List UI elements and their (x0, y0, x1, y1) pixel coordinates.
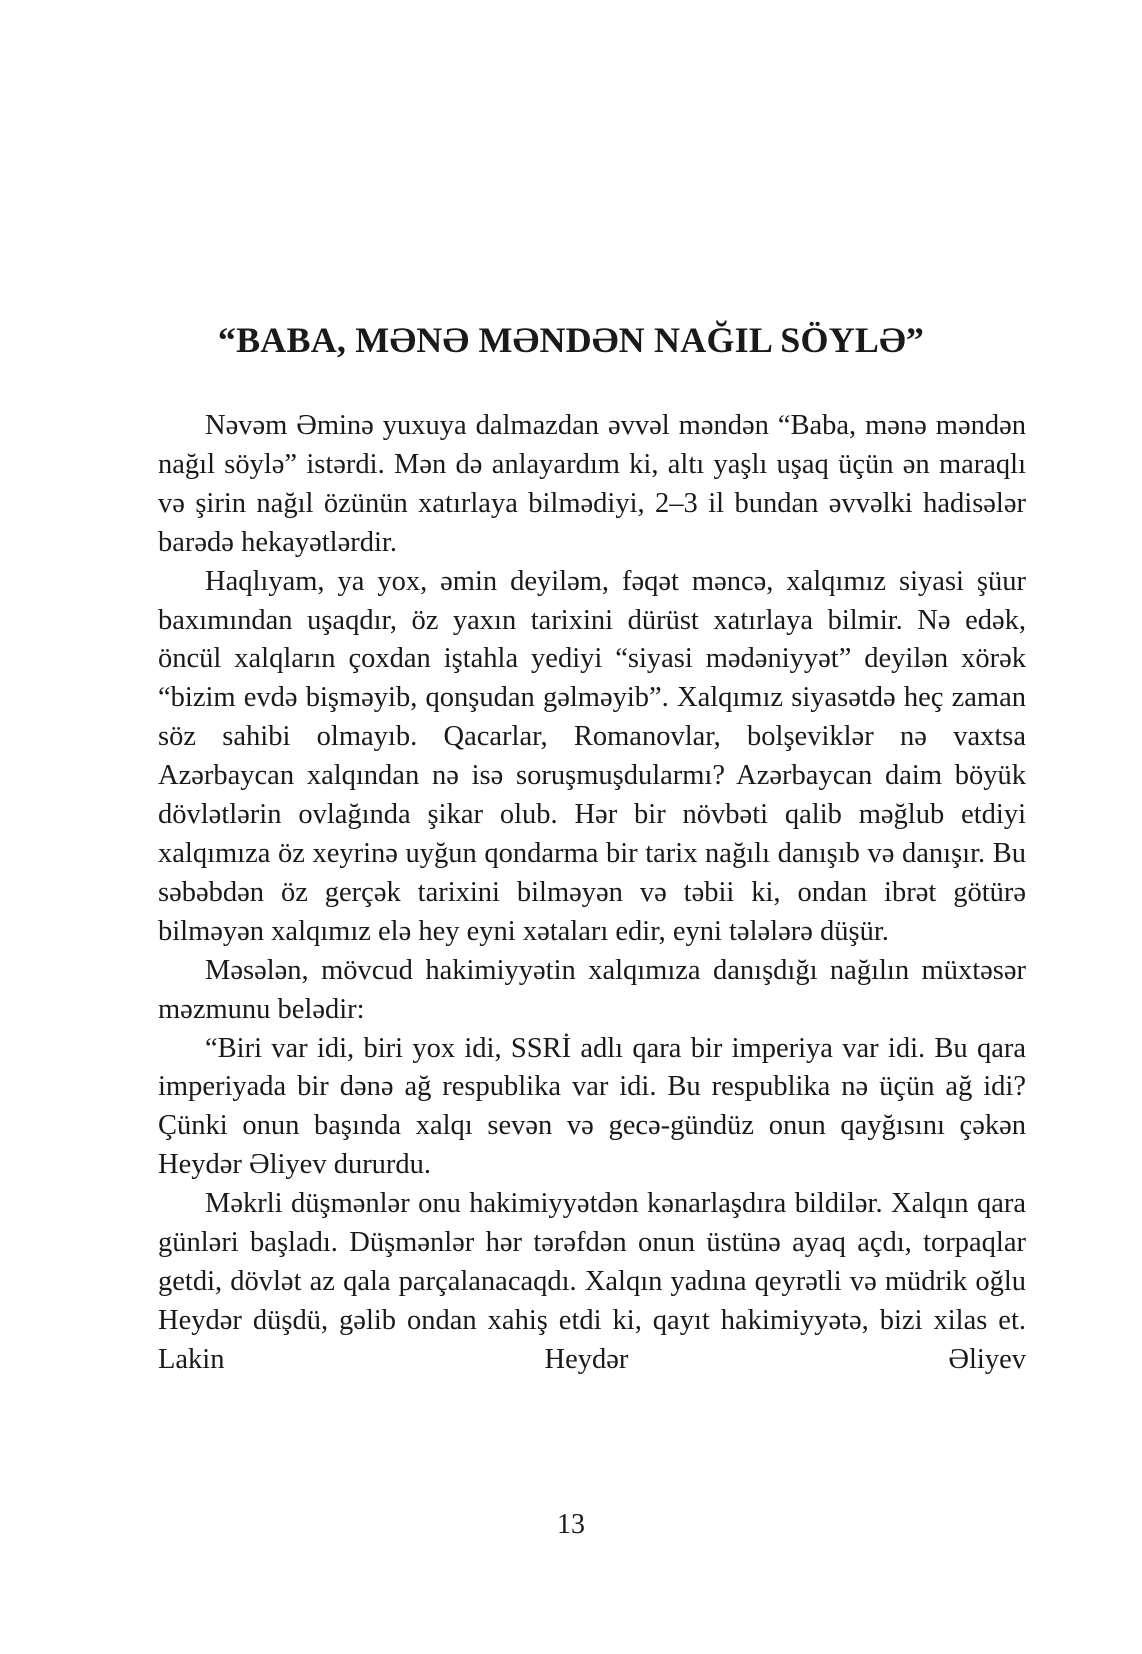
page-number: 13 (557, 1509, 585, 1540)
paragraph: Məsələn, mövcud hakimiyyətin xalqımıza danışdığı nağılın müxtəsər məzmunu belədir: (158, 954, 1026, 1025)
paragraph: “Biri var idi, biri yox idi, SSRİ adlı qara bir imperiya var idi. Bu qara imperiyada bir dənə ağ respublika var idi. Bu respublika nə üçün ağ idi? Çünki onun başında xalqı sevən və gecə-gündüz onun qayğısını çəkən Heydər Əliyev dururdu. (158, 1032, 1026, 1181)
paragraph: Haqlıyam, ya yox, əmin deyiləm, fəqət məncə, xalqımız siyasi şüur baxımından uşaqdır, öz yaxın tarixini dürüst xatırlaya bilmir. Nə edək, öncül xalqların çoxdan iştahla yediyi “siyasi mədəniyyət” deyilən xörək “bizim evdə bişməyib, qonşudan gəlməyib”. Xalqımız siyasətdə heç zaman söz sahibi olmayıb. Qacarlar, Romanovlar, bolşeviklər nə vaxtsa Azərbaycan xalqından nə isə soruşmuşdularmı? Azərbaycan daim böyük dövlətlərin ovlağında şikar olub. Hər bir növbəti qalib məğlub etdiyi xalqımıza öz xeyrinə uyğun qondarma bir tarix nağılı danışıb və danışır. Bu səbəbdən öz gerçək tarixini bilməyən və təbii ki, ondan ibrət götürə bilməyən xalqımız elə hey eyni xətaları edir, eyni tələlərə düşür. (158, 565, 1026, 947)
paragraph: Nəvəm Əminə yuxuya dalmazdan əvvəl məndən “Baba, mənə məndən nağıl söylə” istərdi. Mən də anlayardım ki, altı yaşlı uşaq üçün ən maraqlı və şirin nağıl özünün xatırlaya bilmədiyi, 2–3 il bundan əvvəlki hadisələr barədə hekayətlərdir. (158, 410, 1026, 558)
chapter-title: “BABA, MƏNƏ MƏNDƏN NAĞIL SÖYLƏ” (217, 320, 925, 360)
paragraph: Məkrli düşmənlər onu hakimiyyətdən kənarlaşdıra bildilər. Xalqın qara günləri başladı. Düşmənlər hər tərəfdən onun üstünə ayaq açdı, torpaqlar getdi, dövlət az qala parçalanacaqdı. Xalqın yadına qeyrətli və müdrik oğlu Heydər düşdü, gəlib ondan xahiş etdi ki, qayıt hakimiyyətə, bizi xilas et. Lakin Heydər Əliyev (158, 1188, 1026, 1375)
chapter-body (158, 407, 1026, 1380)
